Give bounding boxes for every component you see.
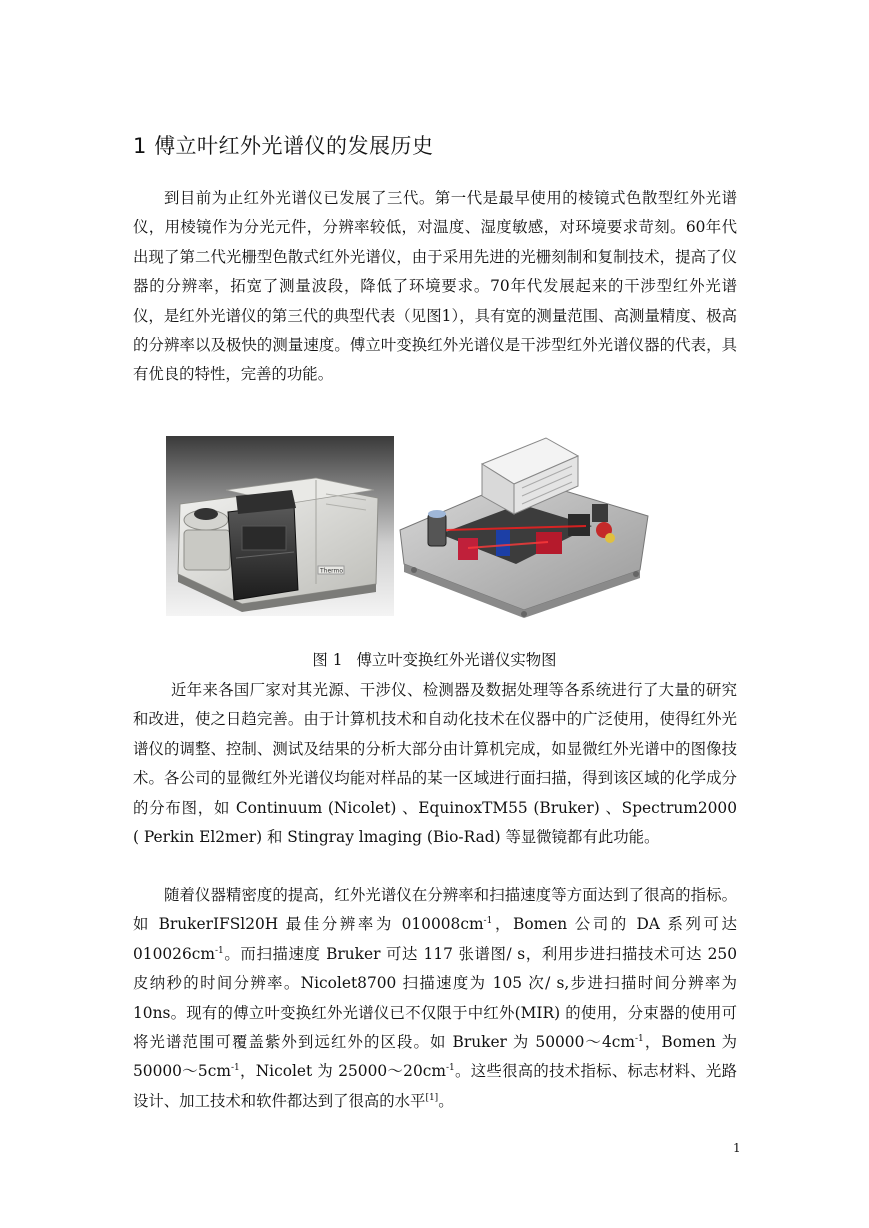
figure-caption bbox=[0, 648, 869, 670]
p3-text-7: 。 bbox=[438, 1091, 454, 1110]
p3-superscript-1: -1 bbox=[483, 916, 493, 927]
section-title: 傅立叶红外光谱仪的发展历史 bbox=[154, 134, 434, 158]
p3-superscript-2: -1 bbox=[214, 945, 224, 956]
p3-superscript-3: -1 bbox=[635, 1034, 644, 1045]
paragraph-3 bbox=[133, 881, 737, 1116]
section-number: 1 bbox=[133, 134, 147, 158]
p3-superscript-5: -1 bbox=[445, 1063, 455, 1074]
p3-text-2: ，Bomen 公司的 DA 系列可达 010026cm bbox=[133, 915, 737, 963]
p3-text-5: ，Nicolet 为 25000～20cm bbox=[239, 1062, 446, 1081]
citation-ref: [1] bbox=[425, 1092, 439, 1103]
p3-superscript-4: -1 bbox=[230, 1063, 240, 1074]
figure-1-photos bbox=[166, 434, 650, 618]
paragraph-2: 近年来各国厂家对其光源、干涉仪、检测器及数据处理等各系统进行了大量的研究和改进，使之日趋完善。由于计算机技术和自动化技术在仪器中的广泛使用，使得红外光谱仪的调整、控制、测试及结果的分析大部分由计算机完成，如显微红外光谱中的图像技术。各公司的显微红外光谱仪均能对样品的某一区域进行面扫描，得到该区域的化学成分的分布图，如 Continuum (Nicolet) 、EquinoxTM55 (Bruker) 、Spectrum2000 ( Perkin El2mer) 和 Stingray lmaging (Bio-Rad) 等显微镜都有此功能。 bbox=[133, 681, 737, 847]
ftir-interior-photo bbox=[400, 438, 648, 618]
figure-caption-text: 傅立叶变换红外光谱仪实物图 bbox=[356, 651, 557, 669]
brand-label: Thermo bbox=[320, 567, 344, 575]
p3-text-1: 随着仪器精密度的提高，红外光谱仪在分辨率和扫描速度等方面达到了很高的指标。如 BrukerIFSl20H 最佳分辨率为 010008cm bbox=[133, 886, 737, 934]
p3-text-4: ，Bomen 为 50000～5cm bbox=[133, 1033, 737, 1081]
p3-text-6: 。这些很高的技术指标、标志材料、光路设计、加工技术和软件都达到了很高的水平 bbox=[133, 1062, 737, 1110]
p3-text-3: 。而扫描速度 Bruker 可达 117 张谱图/ s，利用步进扫描技术可达 250 皮纳秒的时间分辨率。Nicolet8700 扫描速度为 105 次/ s,步进扫描时间分辨率为 10ns。现有的傅立叶变换红外光谱仪已不仅限于中红外(MIR) 的使用，分束器的使用可将光谱范围可覆盖紫外到远红外的区段。如 Bruker 为 50000～4cm bbox=[133, 944, 737, 1052]
section-heading bbox=[133, 130, 434, 160]
paragraph-1: 到目前为止红外光谱仪已发展了三代。第一代是最早使用的棱镜式色散型红外光谱仪，用棱镜作为分光元件，分辨率较低，对温度、湿度敏感，对环境要求苛刻。60年代出现了第二代光栅型色散式红外光谱仪，由于采用先进的光栅刻制和复制技术，提高了仪器的分辨率，拓宽了测量波段，降低了环境要求。70年代发展起来的干涉型红外光谱仪，是红外光谱仪的第三代的典型代表（见图1），具有宽的测量范围、高测量精度、极高的分辨率以及极快的测量速度。傅立叶变换红外光谱仪是干涉型红外光谱仪器的代表，具有优良的特性，完善的功能。 bbox=[133, 189, 737, 384]
ftir-instrument-photo bbox=[166, 436, 394, 616]
page-number: 1 bbox=[733, 1141, 741, 1155]
figure-label: 图 1 bbox=[312, 651, 343, 669]
